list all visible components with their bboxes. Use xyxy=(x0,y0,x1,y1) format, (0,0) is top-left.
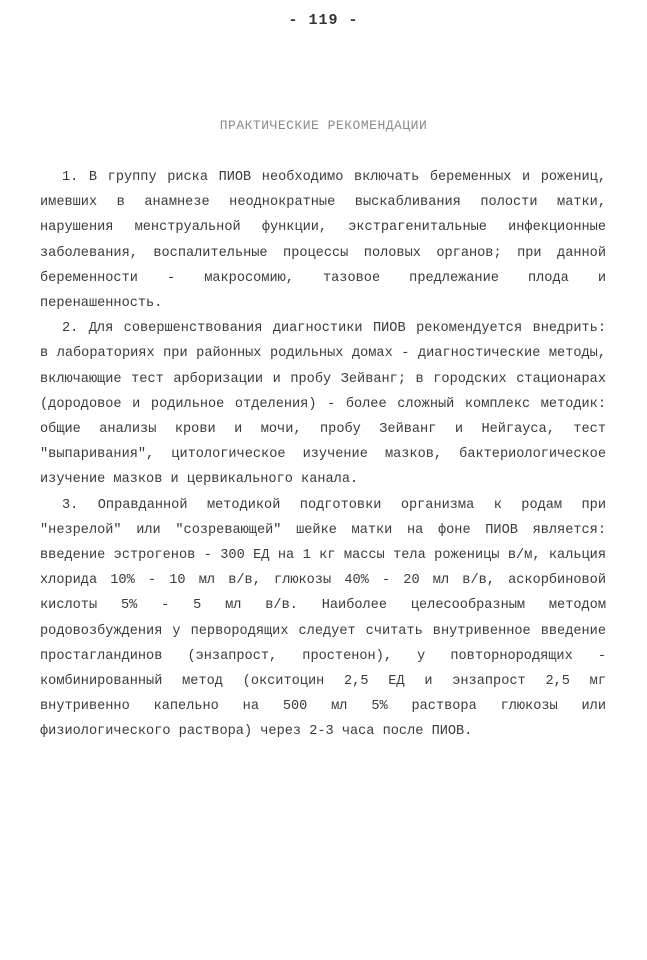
section-heading: ПРАКТИЧЕСКИЕ РЕКОМЕНДАЦИИ xyxy=(219,118,428,133)
recommendation-paragraph-1: 1. В группу риска ПИОВ необходимо включать беременных и рожениц, имевших в анамнезе неоднократные выскабливания полости матки, нарушения менструальной функции, экстрагенитальные инфекционные заболевания, воспалительные процессы половых органов; при данной беременности - макросомию, тазовое предлежание плода и перенашенность. xyxy=(40,170,606,312)
page-number: - 119 - xyxy=(288,12,359,29)
document-body xyxy=(40,165,606,745)
recommendation-paragraph-2: 2. Для совершенствования диагностики ПИОВ рекомендуется внедрить: в лабораториях при районных родильных домах - диагностические методы, включающие тест арборизации и пробу Зейванг; в городских стационарах (дородовое и родильное отделения) - более сложный комплекс методик: общие анализы крови и мочи, пробу Зейванг и Нейгауса, тест "выпаривания", цитологическое изучение мазков, бактериологическое изучение мазков и цервикального канала. xyxy=(40,321,606,488)
recommendation-paragraph-3: 3. Оправданной методикой подготовки организма к родам при "незрелой" или "созревающей" шейке матки на фоне ПИОВ является: введение эстрогенов - 300 ЕД на 1 кг массы тела роженицы в/м, кальция хлорида 10% - 10 мл в/в, глюкозы 40% - 20 мл в/в, аскорбиновой кислоты 5% - 5 мл в/в. Наиболее целесообразным методом родовозбуждения у первородящих следует считать внутривенное введение простагландинов (энзапрост, простенон), у повторнородящих - комбинированный метод (окситоцин 2,5 ЕД и энзапрост 2,5 мг внутривенно капельно на 500 мл 5% раствора глюкозы или физиологического раствора) через 2-3 часа после ПИОВ. xyxy=(40,497,606,740)
